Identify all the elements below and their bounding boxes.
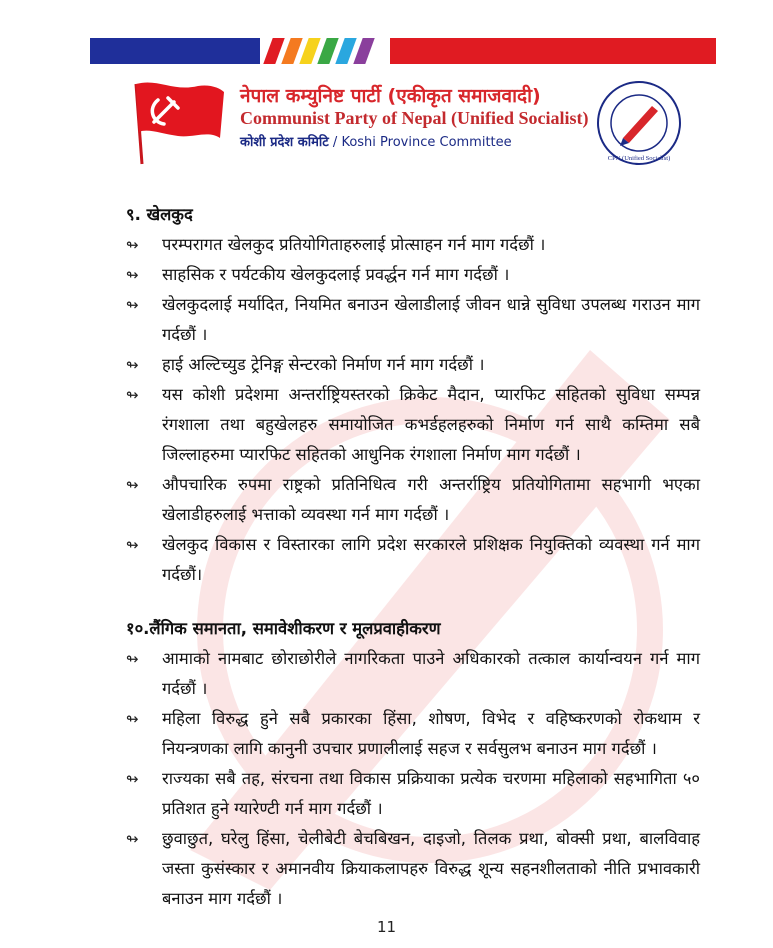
list-item-text: छुवाछुत, घरेलु हिंसा, चेलीबेटी बेचबिखन, दाइजो, तिलक प्रथा, बोक्सी प्रथा, बालविवाह जस्ता कुसंस्कार र अमानवीय क्रियाकलापहरु विरुद्ध शून्य सहनशीलताको नीति प्रभावकारी बनाउन माग गर्दछौं । xyxy=(162,829,700,908)
bullet-arrow-icon: ↬ xyxy=(126,650,139,668)
bullet-arrow-icon: ↬ xyxy=(126,710,139,728)
gender-demands-list xyxy=(126,644,700,914)
list-item-text: हाई अल्टिच्युड ट्रेनिङ्ग सेन्टरको निर्माण गर्न माग गर्दछौं । xyxy=(162,355,485,374)
bullet-arrow-icon: ↬ xyxy=(126,830,139,848)
list-item-text: परम्परागत खेलकुद प्रतियोगिताहरुलाई प्रोत्साहन गर्न माग गर्दछौं । xyxy=(162,235,546,254)
list-item xyxy=(126,290,700,350)
committee-separator: / xyxy=(328,135,342,150)
stripe-red-segment xyxy=(390,38,716,64)
list-item-text: औपचारिक रुपमा राष्ट्रको प्रतिनिधित्व गरी अन्तर्राष्ट्रिय प्रतियोगितामा सहभागी भएका खेलाडीहरुलाई भत्ताको व्यवस्था गर्न माग गर्दछौं । xyxy=(162,475,700,524)
sports-demands-list xyxy=(126,230,700,590)
party-flag-logo xyxy=(128,78,228,168)
section-title-sports: ९. खेलकुद xyxy=(126,205,193,224)
page-number: 11 xyxy=(376,918,397,936)
seal-text: CPN (Unified Socialist) xyxy=(607,155,671,162)
party-name-english: Communist Party of Nepal (Unified Socialist) xyxy=(240,108,589,128)
list-item xyxy=(126,230,700,260)
list-item-text: महिला विरुद्ध हुने सबै प्रकारका हिंसा, शोषण, विभेद र वहिष्करणको रोकथाम र नियन्त्रणका लागि कानुनी उपचार प्रणालीलाई सहज र सर्वसुलभ बनाउन माग गर्दछौं । xyxy=(162,709,700,758)
list-item xyxy=(126,350,700,380)
list-item xyxy=(126,764,700,824)
section-title-gender-equality: १०.लैंगिक समानता, समावेशीकरण र मूलप्रवाहीकरण xyxy=(126,619,441,638)
bullet-arrow-icon: ↬ xyxy=(126,266,139,284)
list-item xyxy=(126,260,700,290)
list-item xyxy=(126,470,700,530)
document-body xyxy=(126,200,700,914)
list-item-text: खेलकुद विकास र विस्तारका लागि प्रदेश सरकारले प्रशिक्षक नियुक्तिको व्यवस्था गर्न माग गर्दछौं। xyxy=(162,535,700,584)
committee-name-english: Koshi Province Committee xyxy=(341,135,512,150)
bullet-arrow-icon: ↬ xyxy=(126,770,139,788)
committee-line xyxy=(240,132,512,150)
party-seal xyxy=(596,80,682,166)
list-item-text: यस कोशी प्रदेशमा अन्तर्राष्ट्रियस्तरको क्रिकेट मैदान, प्यारफिट सहितको सुविधा सम्पन्न रंगशाला तथा बहुखेलहरु समायोजित कभर्डहलहरुको निर्माण गर्न साथै कम्तिमा सबै जिल्लाहरुमा प्यारफिट सहितको आधुनिक रंगशाला निर्माण माग गर्दछौं । xyxy=(162,385,700,464)
bullet-arrow-icon: ↬ xyxy=(126,356,139,374)
bullet-arrow-icon: ↬ xyxy=(126,236,139,254)
list-item-text: राज्यका सबै तह, संरचना तथा विकास प्रक्रियाका प्रत्येक चरणमा महिलाको सहभागिता ५० प्रतिशत हुने ग्यारेण्टी गर्न माग गर्दछौं । xyxy=(162,769,700,818)
stripe-band xyxy=(352,38,376,64)
bullet-arrow-icon: ↬ xyxy=(126,536,139,554)
list-item-text: खेलकुदलाई मर्यादित, नियमित बनाउन खेलाडीलाई जीवन धान्ने सुविधा उपलब्ध गराउन माग गर्दछौं । xyxy=(162,295,700,344)
stripe-blue-segment xyxy=(90,38,260,64)
list-item-text: साहसिक र पर्यटकीय खेलकुदलाई प्रवर्द्धन गर्न माग गर्दछौं । xyxy=(162,265,510,284)
committee-name-nepali: कोशी प्रदेश कमिटि xyxy=(240,135,329,150)
list-item xyxy=(126,530,700,590)
bullet-arrow-icon: ↬ xyxy=(126,386,139,404)
list-item xyxy=(126,380,700,470)
party-name-nepali: नेपाल कम्युनिष्ट पार्टी (एकीकृत समाजवादी) xyxy=(240,85,541,107)
list-item-text: आमाको नामबाट छोराछोरीले नागरिकता पाउने अधिकारको तत्काल कार्यान्वयन गर्न माग गर्दछौं । xyxy=(162,649,700,698)
list-item xyxy=(126,644,700,704)
list-item xyxy=(126,704,700,764)
bullet-arrow-icon: ↬ xyxy=(126,296,139,314)
header-color-stripe xyxy=(90,38,716,64)
bullet-arrow-icon: ↬ xyxy=(126,476,139,494)
list-item xyxy=(126,824,700,914)
